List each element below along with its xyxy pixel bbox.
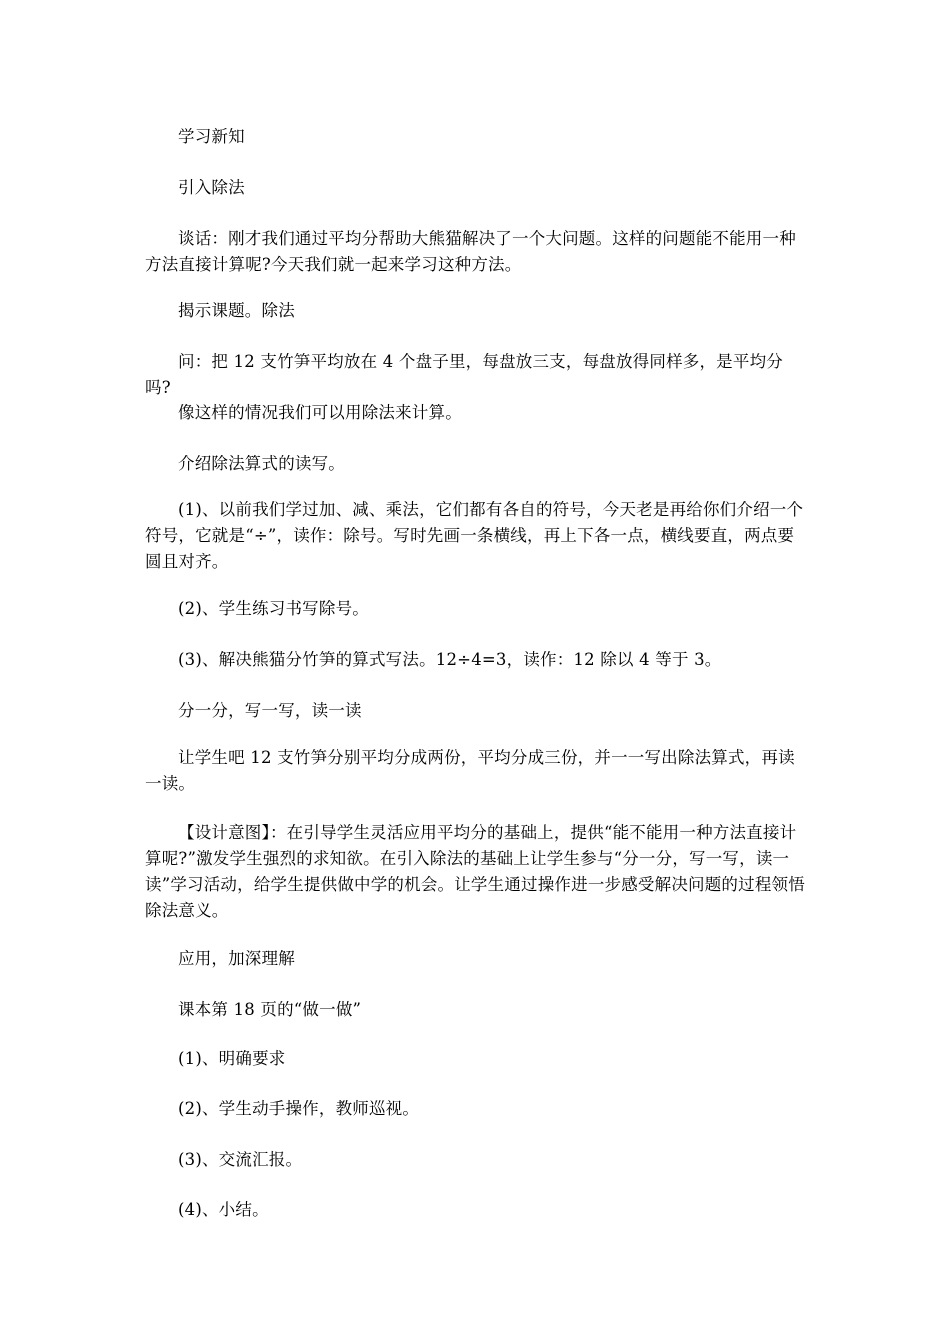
paragraph-talk: 谈话：刚才我们通过平均分帮助大熊猫解决了一个大问题。这样的问题能不能用一种方法直接计算呢?今天我们就一起来学习这种方法。 bbox=[145, 229, 796, 274]
paragraph-introduce-notation: 介绍除法算式的读写。 bbox=[178, 454, 345, 473]
paragraph-item-1: (1)、以前我们学过加、减、乘法，它们都有各自的符号，今天老是再给你们介绍一个符号，它就是“÷”，读作：除号。写时先画一条横线，再上下各一点，横线要直，两点要圆且对齐。 bbox=[145, 500, 804, 571]
paragraph-question: 问：把 12 支竹笋平均放在 4 个盘子里，每盘放三支，每盘放得同样多，是平均分吗? bbox=[145, 352, 783, 397]
paragraph-step-3: (3)、交流汇报。 bbox=[178, 1150, 303, 1169]
section-heading-learn-new: 学习新知 bbox=[178, 127, 245, 146]
paragraph-student-practice: 让学生吧 12 支竹笋分别平均分成两份，平均分成三份，并一一写出除法算式，再读一读。 bbox=[145, 748, 795, 793]
paragraph-textbook-page: 课本第 18 页的“做一做” bbox=[178, 1000, 362, 1019]
paragraph-design-intent: 【设计意图】：在引导学生灵活应用平均分的基础上，提供“能不能用一种方法直接计算呢?”激发学生强烈的求知欲。在引入除法的基础上让学生参与“分一分，写一写，读一读”学习活动，给学生提供做中学的机会。让学生通过操作进一步感受解决问题的过程领悟除法意义。 bbox=[145, 823, 805, 920]
section-heading-introduce-division: 引入除法 bbox=[178, 178, 245, 197]
paragraph-step-2: (2)、学生动手操作，教师巡视。 bbox=[178, 1099, 420, 1118]
paragraph-step-4: (4)、小结。 bbox=[178, 1200, 269, 1219]
paragraph-reveal-topic: 揭示课题。除法 bbox=[178, 301, 295, 320]
paragraph-item-2: (2)、学生练习书写除号。 bbox=[178, 599, 369, 618]
document-page bbox=[145, 0, 807, 1344]
paragraph-step-1: (1)、明确要求 bbox=[178, 1049, 286, 1068]
section-heading-apply: 应用，加深理解 bbox=[178, 949, 295, 968]
section-heading-divide-write-read: 分一分，写一写，读一读 bbox=[178, 701, 362, 720]
paragraph-division-calc: 像这样的情况我们可以用除法来计算。 bbox=[178, 403, 462, 422]
paragraph-item-3: (3)、解决熊猫分竹笋的算式写法。12÷4=3，读作：12 除以 4 等于 3。 bbox=[178, 650, 722, 669]
